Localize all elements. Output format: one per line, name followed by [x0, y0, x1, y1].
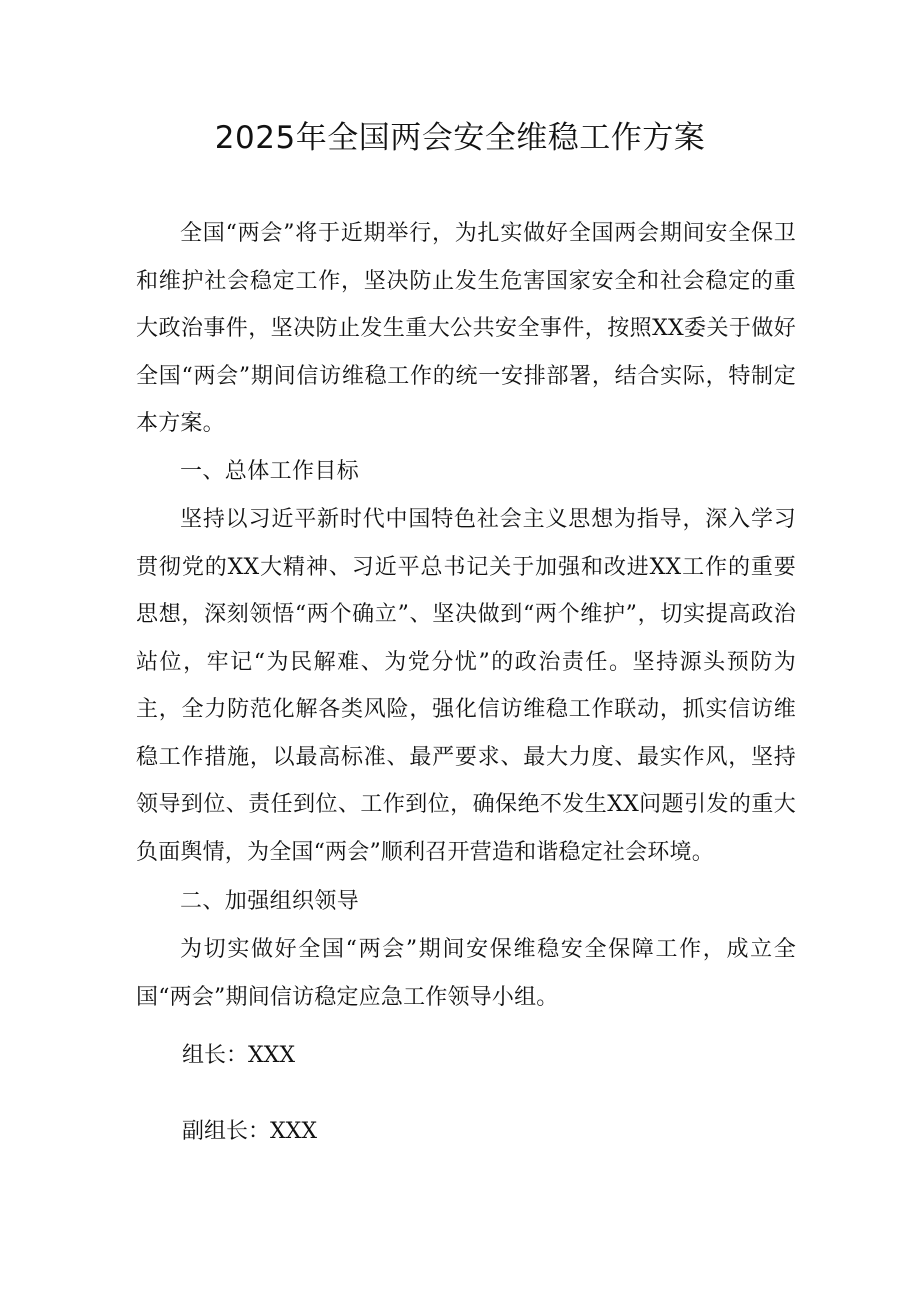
section-heading-organization: 二、加强组织领导: [180, 889, 360, 914]
section-heading-overall-goals: 一、总体工作目标: [180, 459, 360, 484]
leader-value: XXX: [248, 1043, 296, 1068]
deputy-leader-label: 副组长：: [182, 1119, 271, 1144]
section-body-overall-goals: 坚持以习近平新时代中国特色社会主义思想为指导，深入学习贯彻党的XX大精神、习近平总书记关于加强和改进XX工作的重要思想，深刻领悟“两个确立”、坚决做到“两个维护”，切实提高政治站位，牢记“为民解难、为党分忧”的政治责任。坚持源头预防为主，全力防范化解各类风险，强化信访维稳工作联动，抓实信访维稳工作措施，以最高标准、最严要求、最大力度、最实作风，坚持领导到位、责任到位、工作到位，确保绝不发生XX问题引发的重大负面舆情，为全国“两会”顺利召开营造和谐稳定社会环境。: [136, 507, 796, 865]
document-title: 2025年全国两会安全维稳工作方案: [214, 120, 706, 156]
intro-paragraph: 全国“两会”将于近期举行，为扎实做好全国两会期间安全保卫和维护社会稳定工作，坚决防止发生危害国家安全和社会稳定的重大政治事件，坚决防止发生重大公共安全事件，按照XX委关于做好全国“两会”期间信访维稳工作的统一安排部署，结合实际，特制定本方案。: [136, 221, 796, 436]
leader-line: [182, 1036, 295, 1076]
deputy-leader-line: [182, 1112, 317, 1152]
leader-label: 组长：: [182, 1043, 249, 1068]
deputy-leader-value: XXX: [270, 1119, 318, 1144]
section-body-organization: 为切实做好全国“两会”期间安保维稳安全保障工作，成立全国“两会”期间信访稳定应急工作领导小组。: [136, 937, 796, 1010]
